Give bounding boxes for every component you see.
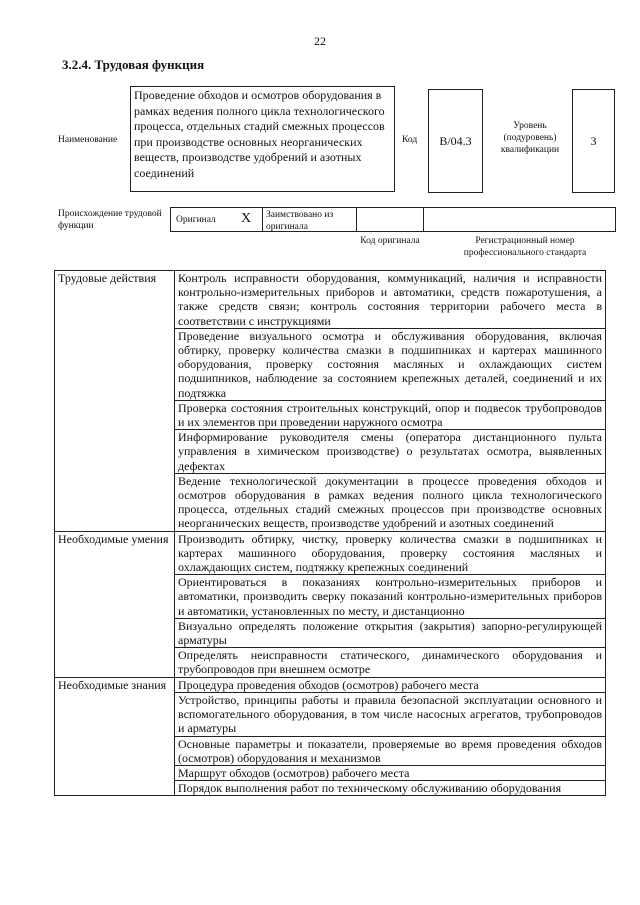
list-item: Ориентироваться в показаниях контрольно-измерительных приборов и автоматики, производить сверку показаний контрольно-измерительных приборов и автоматики, установленных по месту, и дистанционно (175, 575, 606, 619)
page-number: 22 (314, 34, 326, 48)
list-item: Порядок выполнения работ по техническому обслуживанию оборудования (175, 781, 606, 796)
list-item: Проверка состояния строительных конструкций, опор и подвесок трубопроводов и их элементов при проведении наружного осмотра (175, 400, 606, 429)
function-details-table (54, 270, 606, 796)
level-label: Уровень (подуровень) квалификации (500, 121, 560, 155)
table-row (55, 271, 606, 329)
table-row (55, 677, 606, 692)
list-item: Визуально определять положение открытия (закрытия) запорно-регулирующей арматуры (175, 618, 606, 647)
table-row (55, 531, 606, 575)
list-item: Производить обтирку, чистку, проверку количества смазки в подшипниках и картерах машинного оборудования, проверку состояния масляных и охлаждающих систем, подтяжку крепежных соединений (175, 531, 606, 575)
origin-label: Происхождение трудовой функции (58, 209, 162, 231)
section-title-skills: Необходимые умения (55, 531, 175, 677)
original-mark: X (241, 211, 252, 226)
list-item: Маршрут обходов (осмотров) рабочего места (175, 765, 606, 780)
list-item: Информирование руководителя смены (оператора дистанционного пульта управления в химическом производстве) о результатах осмотра, выявленных дефектах (175, 430, 606, 474)
orig-code-caption: Код оригинала (360, 236, 420, 246)
list-item: Процедура проведения обходов (осмотров) рабочего места (175, 677, 606, 692)
borrowed-label: Заимствовано из оригинала (266, 210, 334, 232)
list-item: Основные параметры и показатели, проверяемые во время проведения обходов (осмотров) оборудования и механизмов (175, 736, 606, 765)
function-name: Проведение обходов и осмотров оборудования в рамках ведения полного цикла технологического процесса, отдельных стадий смежных процессов при производстве основных неорганических веществ, производстве удобрений и азотных соединений (130, 86, 395, 192)
code-label: Код (402, 135, 418, 145)
section-title-knowledge: Необходимые знания (55, 677, 175, 796)
list-item: Устройство, принципы работы и правила безопасной эксплуатации основного и вспомогательного оборудования, в том числе насосных агрегатов, трубопроводов и арматуры (175, 692, 606, 736)
section-title-actions: Трудовые действия (55, 271, 175, 532)
origin-table (170, 207, 616, 232)
original-label: Оригинал (176, 215, 216, 225)
list-item: Проведение визуального осмотра и обслуживания оборудования, включая обтирку, проверку количества смазки в подшипниках и картерах машинного оборудования, проверку состояния масляных и охлаждающих систем подшипников, наблюдение за состоянием крепежных деталей, соединений и их подтяжка (175, 328, 606, 400)
code-value: В/04.3 (428, 89, 483, 193)
list-item: Ведение технологической документации в процессе проведения обходов и осмотров оборудования в рамках ведения полного цикла технологического процесса, отдельных стадий смежных процессов при производстве основных неорганических веществ, производстве удобрений и азотных соединений (175, 473, 606, 531)
section-title: 3.2.4. Трудовая функция (62, 57, 205, 72)
name-label: Наименование (58, 135, 118, 145)
level-value: 3 (572, 89, 615, 193)
list-item: Определять неисправности статического, динамического оборудования и трубопроводов при внешнем осмотре (175, 648, 606, 677)
reg-number-caption: Регистрационный номер профессионального стандарта (463, 236, 587, 258)
list-item: Контроль исправности оборудования, коммуникаций, наличия и исправности контрольно-измерительных приборов и автоматики, средств пожаротушения, а также средств связи; контроль состояния территории рабочего места в соответствии с инструкциями (175, 271, 606, 329)
